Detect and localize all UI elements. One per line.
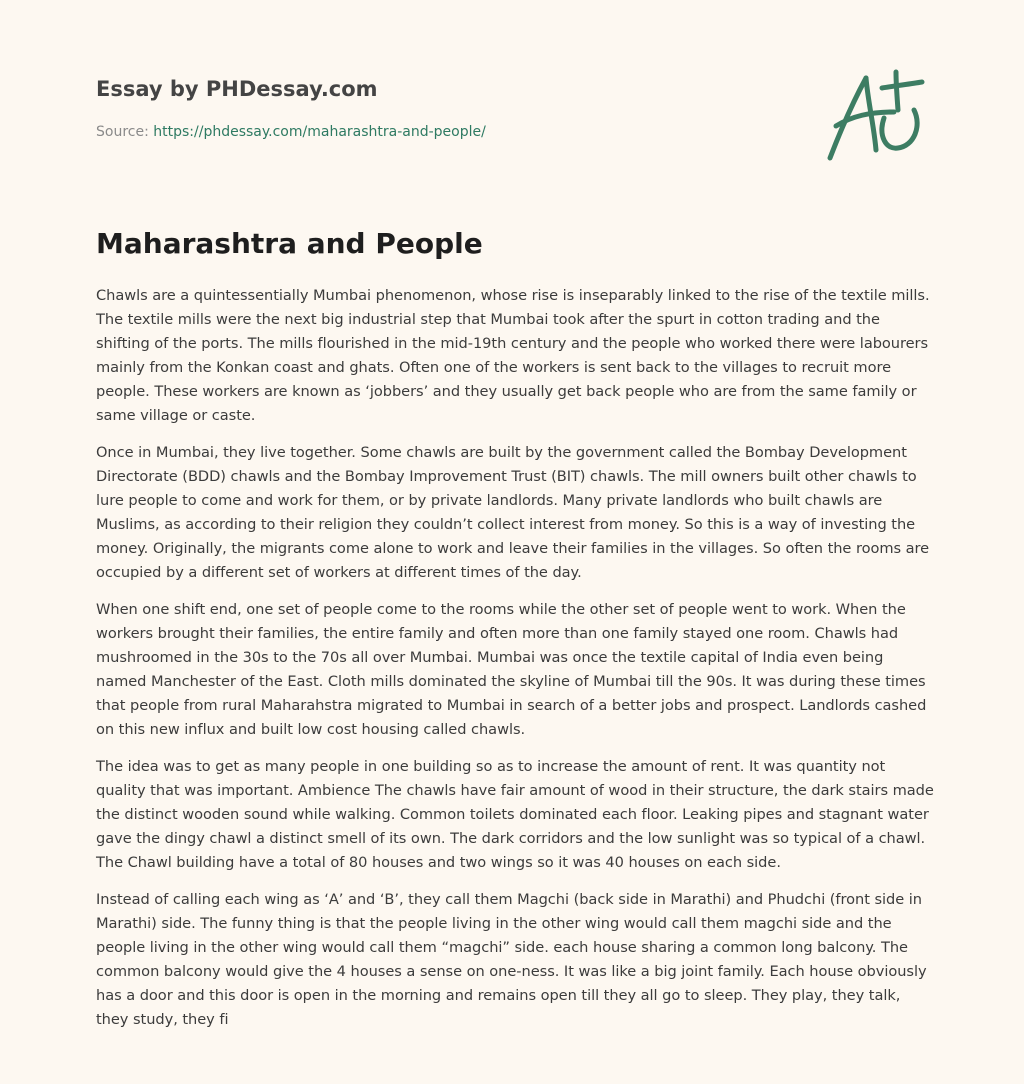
article-paragraph: Once in Mumbai, they live together. Some chawls are built by the government called the Bombay Development Directorate (BDD) chawls and the Bombay Improvement Trust (BIT) chawls. The mill owners built other chawls to lure people to come and work for them, or by private landlords. Many private landlords who built chawls are Muslims, as according to their religion they couldn’t collect interest from money. So this is a way of investing the money. Originally, the migrants come alone to work and leave their families in the villages. So often the rooms are occupied by a different set of workers at different times of the day. <box>96 444 930 581</box>
article-paragraph: Chawls are a quintessentially Mumbai phenomenon, whose rise is inseparably linked to the rise of the textile mills. The textile mills were the next big industrial step that Mumbai took after the spurt in cotton trading and the shifting of the ports. The mills flourished in the mid-19th century and the people who worked there were labourers mainly from the Konkan coast and ghats. Often one of the workers is sent back to the villages to recruit more people. These workers are known as ‘jobbers’ and they usually get back people who are from the same family or same village or caste. <box>96 287 930 424</box>
source-line <box>96 122 696 142</box>
article-body <box>96 284 934 1045</box>
article-paragraph: Instead of calling each wing as ‘A’ and ‘B’, they call them Magchi (back side in Marathi) and Phudchi (front side in Marathi) side. The funny thing is that the people living in the other wing would call them magchi side and the people living in the other wing would call them “magchi” side. each house sharing a common long balcony. The common balcony would give the 4 houses a sense on one-ness. It was like a big joint family. Each house obviously has a door and this door is open in the morning and remains open till they all go to sleep. They play, they talk, they study, they fi <box>96 891 927 1028</box>
article-paragraph: The idea was to get as many people in one building so as to increase the amount of rent. It was quantity not quality that was important. Ambience The chawls have fair amount of wood in their structure, the dark stairs made the distinct wooden sound while walking. Common toilets dominated each floor. Leaking pipes and stagnant water gave the dingy chawl a distinct smell of its own. The dark corridors and the low sunlight was so typical of a chawl. The Chawl building have a total of 80 houses and two wings so it was 40 houses on each side. <box>96 758 934 871</box>
brand-title: Essay by PHDessay.com <box>96 77 378 101</box>
article-paragraph: When one shift end, one set of people come to the rooms while the other set of people went to work. When the workers brought their families, the entire family and often more than one family stayed one room. Chawls had mushroomed in the 30s to the 70s all over Mumbai. Mumbai was once the textile capital of India even being named Manchester of the East. Cloth mills dominated the skyline of Mumbai till the 90s. It was during these times that people from rural Maharahstra migrated to Mumbai in search of a better jobs and prospect. Landlords cashed on this new influx and built low cost housing called chawls. <box>96 601 927 738</box>
a-plus-logo-icon <box>822 66 932 166</box>
source-link[interactable]: https://phdessay.com/maharashtra-and-people/ <box>153 124 486 140</box>
source-label: Source: <box>96 124 154 140</box>
page-header <box>96 74 696 142</box>
article-title: Maharashtra and People <box>96 227 483 260</box>
